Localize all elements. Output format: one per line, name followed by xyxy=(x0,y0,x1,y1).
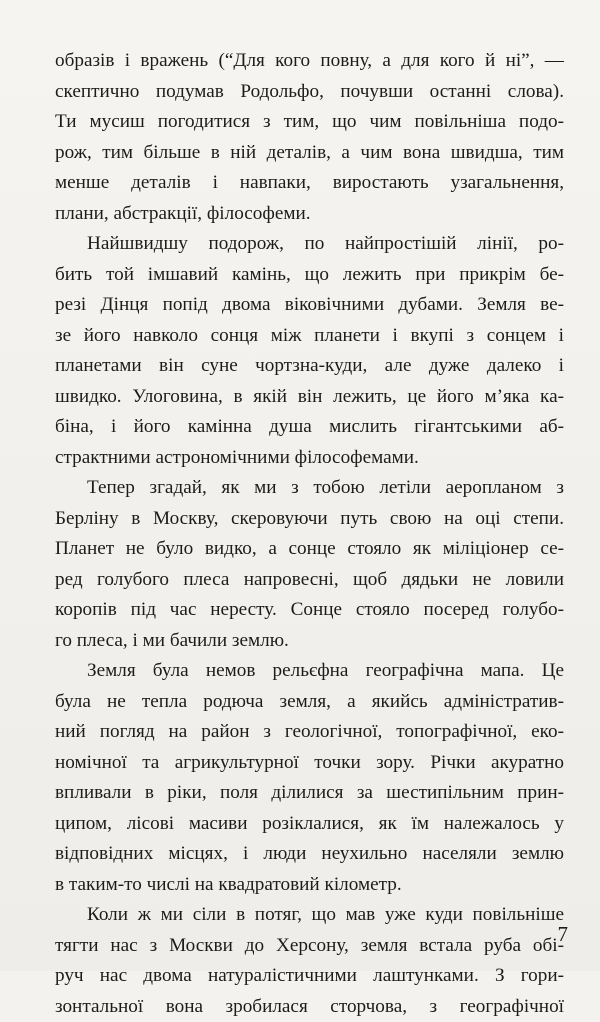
text-line: швидко. Улоговина, в якій він лежить, це його м’яка ка- xyxy=(55,382,564,413)
text-line: плани, абстракції, філософеми. xyxy=(55,199,564,230)
text-line: зонтальної вона зробилася сторчова, з географічної xyxy=(55,992,564,1022)
text-line: Планет не було видко, а сонце стояло як міліціонер се- xyxy=(55,534,564,565)
text-line: ний погляд на район з геологічної, топографічної, еко- xyxy=(55,717,564,748)
text-line: образів і вражень (“Для кого повну, а для кого й ні”, — xyxy=(55,46,564,77)
text-line: Берліну в Москву, скеровуючи путь свою на оці степи. xyxy=(55,504,564,535)
text-line: була не тепла родюча земля, а якийсь адміністратив- xyxy=(55,687,564,718)
text-line: го плеса, і ми бачили землю. xyxy=(55,626,564,657)
text-line: зе його навколо сонця між планети і вкупі з сонцем і xyxy=(55,321,564,352)
text-line: ред голубого плеса напровесні, щоб дядьки не ловили xyxy=(55,565,564,596)
text-line: страктними астрономічними філософемами. xyxy=(55,443,564,474)
text-line: Земля була немов рельєфна географічна мапа. Це xyxy=(55,656,564,687)
text-line: менше деталів і навпаки, виростають узагальнення, xyxy=(55,168,564,199)
text-line: номічної та агрикультурної точки зору. Річки акуратно xyxy=(55,748,564,779)
page-number: 7 xyxy=(558,922,569,947)
text-line: бить той імшавий камінь, що лежить при прикрім бе- xyxy=(55,260,564,291)
text-line: тягти нас з Москви до Херсону, земля встала руба обі- xyxy=(55,931,564,962)
text-line: рож, тим більше в ній деталів, а чим вона швидша, тим xyxy=(55,138,564,169)
text-line: планетами він суне чортзна-куди, але дуже далеко і xyxy=(55,351,564,382)
page-text xyxy=(55,46,564,1022)
text-line: руч нас двома натуралістичними лаштунками. З гори- xyxy=(55,961,564,992)
text-line: біна, і його камінна душа мислить гігантськими аб- xyxy=(55,412,564,443)
text-line: ципом, лісові масиви розіклалися, як їм належалось у xyxy=(55,809,564,840)
text-line: Коли ж ми сіли в потяг, що мав уже куди повільніше xyxy=(55,900,564,931)
text-line: скептично подумав Родольфо, почувши останні слова). xyxy=(55,77,564,108)
text-line: Найшвидшу подорож, по найпростішій лінії, ро- xyxy=(55,229,564,260)
text-line: в таким-то числі на квадратовий кілометр. xyxy=(55,870,564,901)
text-line: резі Дінця попід двома віковічними дубами. Земля ве- xyxy=(55,290,564,321)
text-line: впливали в ріки, поля ділилися за шестипільним прин- xyxy=(55,778,564,809)
text-line: коропів під час нересту. Сонце стояло посеред голубо- xyxy=(55,595,564,626)
text-line: Ти мусиш погодитися з тим, що чим повільніша подо- xyxy=(55,107,564,138)
text-line: Тепер згадай, як ми з тобою летіли аеропланом з xyxy=(55,473,564,504)
text-line: відповідних місцях, і люди неухильно населяли землю xyxy=(55,839,564,870)
